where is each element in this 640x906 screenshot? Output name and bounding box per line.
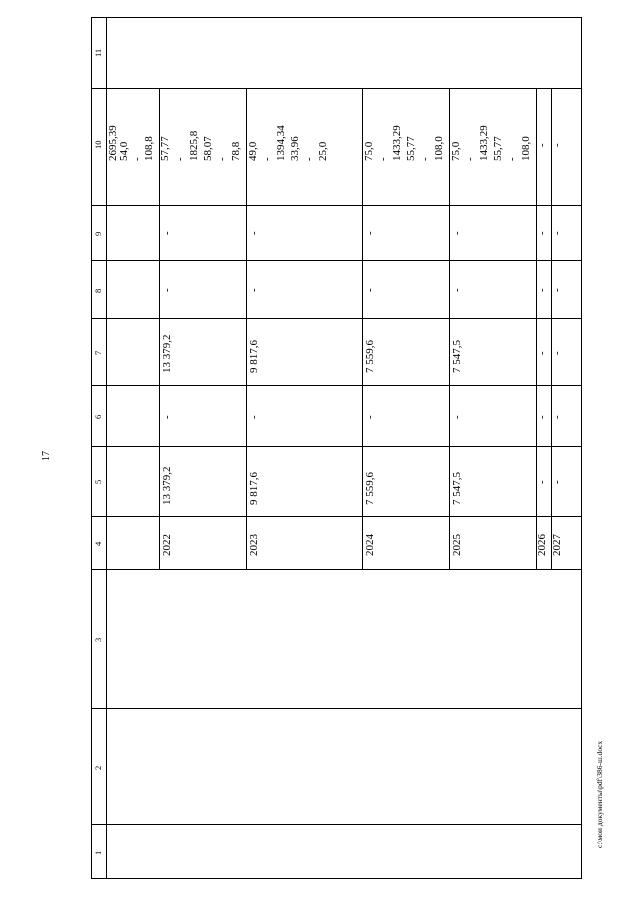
header-col-6: 6 (93, 414, 103, 419)
header-col-1: 1 (93, 850, 103, 855)
row-separator (551, 88, 552, 570)
col9-cell: - (161, 231, 173, 235)
col7-cell: - (536, 351, 548, 355)
header-col-5: 5 (93, 479, 103, 484)
col6-cell: - (451, 415, 463, 419)
col8-cell: - (364, 288, 376, 292)
year-cell: 2023 (248, 534, 260, 556)
col6-cell: - (551, 415, 563, 419)
col10-value: 1433,29 (478, 125, 490, 161)
page-number: 17 (41, 451, 52, 461)
col-boundary (91, 446, 582, 447)
col10-value: 1394,34 (275, 125, 287, 161)
col9-cell: - (536, 231, 548, 235)
col-boundary (91, 516, 582, 517)
col10-value: 108,0 (520, 136, 532, 161)
col9-cell: - (551, 231, 563, 235)
year-cell: 2025 (451, 534, 463, 556)
col8-cell: - (536, 288, 548, 292)
col7-cell: - (551, 351, 563, 355)
col10-value: 2695,39 (107, 125, 119, 161)
col10-value: 1825,8 (188, 130, 200, 161)
col7-cell: 9 817,6 (248, 340, 260, 373)
col10-value: 108,0 (433, 136, 445, 161)
col10-value: - (536, 143, 548, 147)
col5-cell: 13 379,2 (161, 466, 173, 505)
col8-cell: - (161, 288, 173, 292)
col10-value: 1433,29 (391, 125, 403, 161)
row-separator (536, 88, 537, 570)
col10-value: 55,77 (492, 136, 504, 161)
col10-value: - (303, 157, 315, 161)
col6-cell: - (536, 415, 548, 419)
col7-cell: 13 379,2 (161, 334, 173, 373)
year-cell: 2022 (161, 534, 173, 556)
col5-cell: 9 817,6 (248, 472, 260, 505)
header-col-3: 3 (93, 637, 103, 642)
col7-cell: 7 547,5 (451, 340, 463, 373)
col5-cell: - (551, 480, 563, 484)
col10-value: - (377, 157, 389, 161)
col6-cell: - (364, 415, 376, 419)
col8-cell: - (451, 288, 463, 292)
col10-value: - (261, 157, 273, 161)
col10-value: - (506, 157, 518, 161)
col10-value: - (174, 157, 186, 161)
col10-value: - (464, 157, 476, 161)
col-boundary (91, 205, 582, 206)
col-boundary (91, 318, 582, 319)
col10-value: 75,0 (363, 141, 375, 161)
col-boundary (91, 708, 582, 709)
col10-value: 25,0 (317, 141, 329, 161)
header-col-9: 9 (93, 231, 103, 236)
col7-cell: 7 559,6 (364, 340, 376, 373)
footer-file-path: c:\мои документы\pdf\386-ш.docx (595, 740, 604, 848)
col6-cell: - (161, 415, 173, 419)
col5-cell: - (536, 480, 548, 484)
col9-cell: - (364, 231, 376, 235)
col6-cell: - (248, 415, 260, 419)
table-border-bottom (91, 878, 582, 879)
col9-cell: - (248, 231, 260, 235)
col-boundary (91, 260, 582, 261)
col10-value: 108,8 (143, 136, 155, 161)
col10-value: 57,77 (159, 136, 171, 161)
col10-value: - (216, 157, 228, 161)
col10-value: 58,07 (202, 136, 214, 161)
col-boundary (91, 569, 582, 570)
col10-value: 33,96 (289, 136, 301, 161)
col10-value: - (419, 157, 431, 161)
header-col-11: 11 (93, 48, 103, 57)
col10-value: - (131, 157, 143, 161)
header-col-7: 7 (93, 350, 103, 355)
col8-cell: - (551, 288, 563, 292)
year-cell: 2027 (551, 534, 563, 556)
col-boundary (91, 385, 582, 386)
col9-cell: - (451, 231, 463, 235)
col10-value: - (551, 143, 563, 147)
col10-value: 78,8 (230, 141, 242, 161)
col10-value: 54,0 (118, 141, 130, 161)
year-cell: 2024 (364, 534, 376, 556)
col-boundary (91, 88, 582, 89)
col10-value: 75,0 (450, 141, 462, 161)
header-col-10: 10 (93, 140, 103, 149)
col10-value: 49,0 (247, 141, 259, 161)
col5-cell: 7 547,5 (451, 472, 463, 505)
col5-cell: 7 559,6 (364, 472, 376, 505)
table-border-left (91, 17, 92, 879)
header-col-8: 8 (93, 288, 103, 293)
col8-cell: - (248, 288, 260, 292)
year-cell: 2026 (536, 534, 548, 556)
table-border-top (91, 17, 582, 18)
col-boundary (91, 824, 582, 825)
header-col-2: 2 (93, 765, 103, 770)
col10-value: 55,77 (405, 136, 417, 161)
header-col-4: 4 (93, 541, 103, 546)
table-border-right (581, 17, 582, 879)
